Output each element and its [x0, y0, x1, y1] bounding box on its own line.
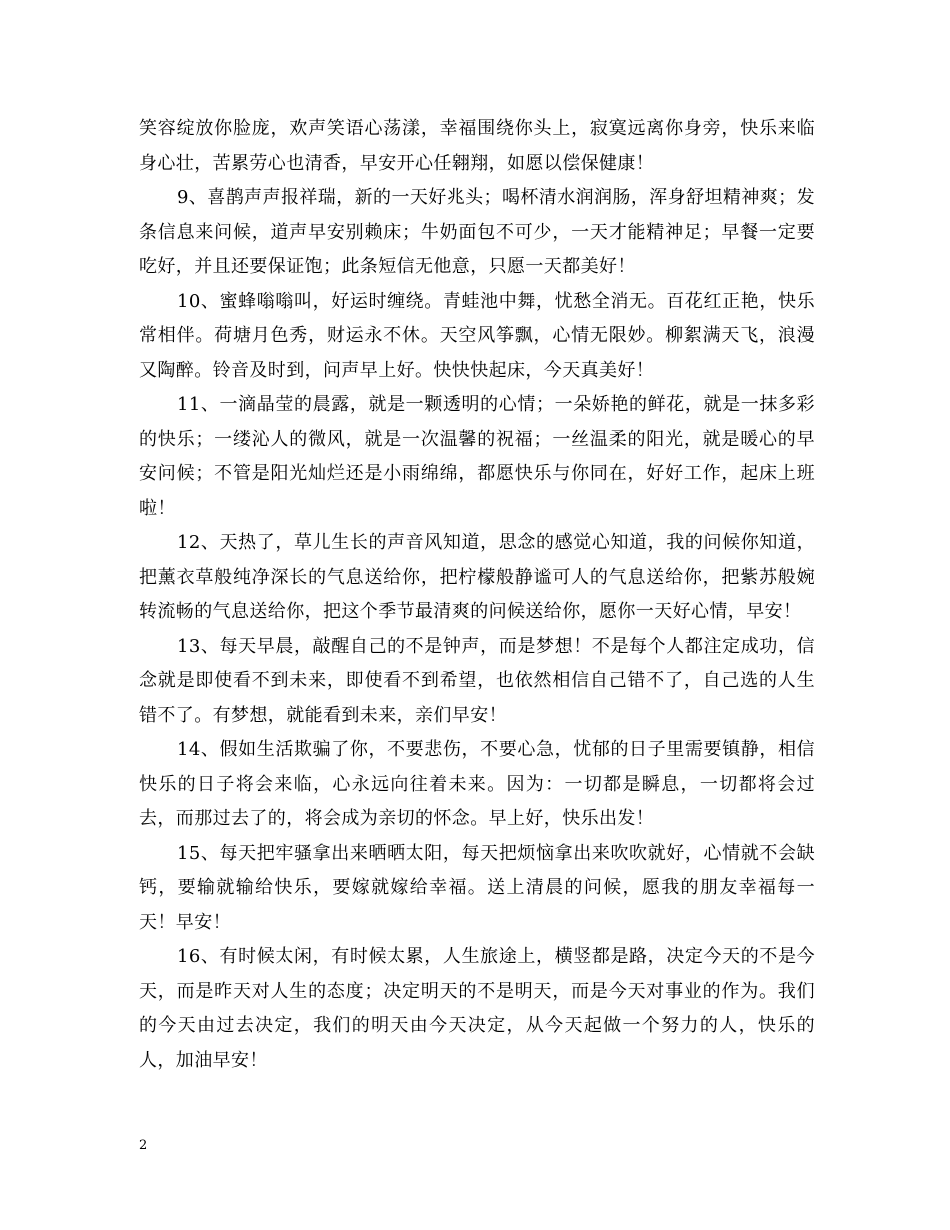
paragraph-12: 12、天热了，草儿生长的声音风知道，思念的感觉心知道，我的问候你知道，把薰衣草般纯净深长的气息送给你，把柠檬般静谧可人的气息送给你，把紫苏般婉转流畅的气息送给你，把这个季节最清爽的问候送给你，愿你一天好心情，早安！ — [139, 532, 815, 622]
paragraph-continued: 笑容绽放你脸庞，欢声笑语心荡漾，幸福围绕你头上，寂寞远离你身旁，快乐来临身心壮，苦累劳心也清香，早安开心任翱翔，如愿以偿保健康！ — [139, 118, 815, 174]
paragraph-16: 16、有时候太闲，有时候太累，人生旅途上，横竖都是路，决定今天的不是今天，而是昨天对人生的态度；决定明天的不是明天，而是今天对事业的作为。我们的今天由过去决定，我们的明天由今天决定，从今天起做一个努力的人，快乐的人，加油早安！ — [139, 946, 815, 1071]
paragraph-9: 9、喜鹊声声报祥瑞，新的一天好兆头；喝杯清水润润肠，浑身舒坦精神爽；发条信息来问候，道声早安别赖床；牛奶面包不可少，一天才能精神足；早餐一定要吃好，并且还要保证饱；此条短信无他意，只愿一天都美好！ — [139, 187, 815, 277]
paragraph-11: 11、一滴晶莹的晨露，就是一颗透明的心情；一朵娇艳的鲜花，就是一抹多彩的快乐；一缕沁人的微风，就是一次温馨的祝福；一丝温柔的阳光，就是暖心的早安问候；不管是阳光灿烂还是小雨绵绵，都愿快乐与你同在，好好工作，起床上班啦！ — [139, 394, 815, 519]
document-body — [139, 112, 815, 1078]
paragraph-15: 15、每天把牢骚拿出来晒晒太阳，每天把烦恼拿出来吹吹就好，心情就不会缺钙，要输就输给快乐，要嫁就嫁给幸福。送上清晨的问候，愿我的朋友幸福每一天！早安！ — [139, 842, 815, 933]
paragraph-14: 14、假如生活欺骗了你，不要悲伤，不要心急，忧郁的日子里需要镇静，相信快乐的日子将会来临，心永远向往着未来。因为：一切都是瞬息，一切都将会过去，而那过去了的，将会成为亲切的怀念。早上好，快乐出发！ — [139, 739, 815, 829]
paragraph-10: 10、蜜蜂嗡嗡叫，好运时缠绕。青蛙池中舞，忧愁全消无。百花红正艳，快乐常相伴。荷塘月色秀，财运永不休。天空风筝飘，心情无限妙。柳絮满天飞，浪漫又陶醉。铃音及时到，问声早上好。快快快起床，今天真美好！ — [139, 290, 815, 381]
page-number: 2 — [139, 1138, 148, 1153]
paragraph-13: 13、每天早晨，敲醒自己的不是钟声，而是梦想！不是每个人都注定成功，信念就是即使看不到未来，即使看不到希望，也依然相信自己错不了，自己选的人生错不了。有梦想，就能看到未来，亲们早安！ — [139, 635, 815, 726]
